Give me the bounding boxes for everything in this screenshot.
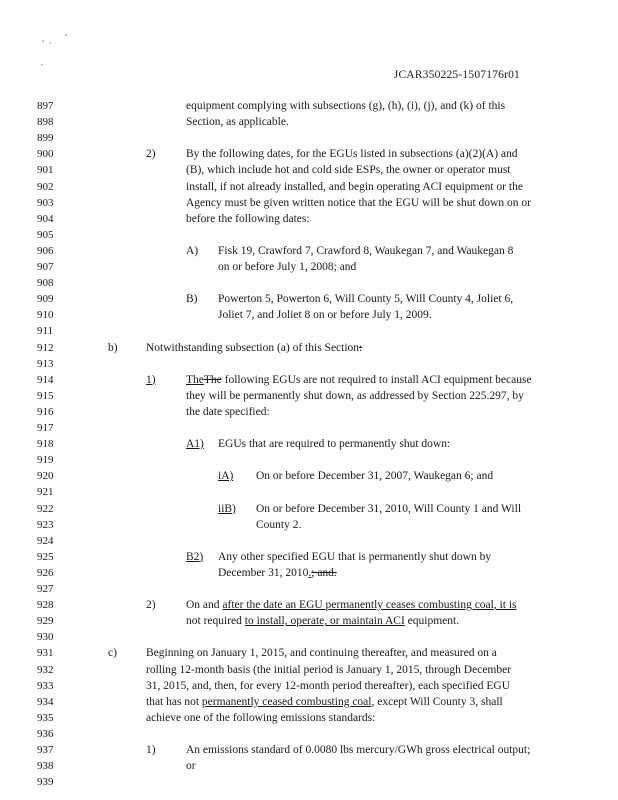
line-number: 908 bbox=[37, 277, 54, 290]
line-number: 901 bbox=[37, 164, 54, 177]
document-line bbox=[0, 114, 618, 130]
text-segment: By the following dates, for the EGUs listed in subsections (a)(2)(A) and bbox=[186, 148, 518, 161]
line-text bbox=[186, 404, 270, 420]
text-segment: Powerton 5, Powerton 6, Will County 5, Will County 4, Joliet 6, bbox=[218, 293, 514, 306]
text-segment: An emissions standard of 0.0080 lbs mercury/GWh gross electrical output; bbox=[186, 744, 531, 756]
text-segment: install, if not already installed, and begin operating ACI equipment or the bbox=[186, 180, 523, 193]
document-line bbox=[0, 340, 618, 356]
subsection-label: B2) bbox=[186, 550, 204, 563]
line-text bbox=[218, 436, 450, 452]
subsection-label: iA) bbox=[218, 470, 234, 483]
line-number: 928 bbox=[37, 599, 54, 612]
inserted-text: after the date an EGU permanently bbox=[222, 599, 384, 612]
document-line bbox=[0, 774, 618, 790]
inserted-text: , it is bbox=[493, 599, 517, 612]
line-number: 902 bbox=[37, 180, 54, 193]
line-number: 930 bbox=[37, 631, 54, 644]
text-segment: or bbox=[186, 760, 196, 773]
inserted-text: ceases combusting coal bbox=[383, 599, 494, 612]
text-segment: Section, as applicable. bbox=[186, 116, 289, 129]
text-segment: On and bbox=[186, 599, 223, 612]
line-text bbox=[218, 291, 513, 307]
line-number: 935 bbox=[37, 711, 54, 724]
line-number: 910 bbox=[37, 309, 54, 322]
line-text bbox=[256, 501, 521, 517]
document-line bbox=[0, 645, 618, 661]
document-line bbox=[0, 581, 618, 597]
inserted-text: to install, operate, or maintain ACI bbox=[244, 615, 405, 628]
line-text bbox=[146, 662, 511, 678]
line-number: 914 bbox=[37, 373, 54, 386]
text-segment: EGUs that are required to permanently shut down: bbox=[218, 438, 451, 451]
line-text bbox=[146, 694, 503, 710]
document-line bbox=[0, 517, 618, 533]
text-segment: On or before December 31, 2010, Will County 1 and Will bbox=[256, 502, 522, 515]
inserted-text: permanently ceased combusting coal bbox=[201, 695, 372, 708]
text-segment: On or before December 31, 2007, Waukegan 6; and bbox=[256, 470, 494, 483]
line-number: 929 bbox=[37, 615, 54, 628]
line-text bbox=[186, 758, 196, 774]
text-segment: equipment complying with subsections (g), (h), (i), (j), and (k) of this bbox=[186, 100, 506, 112]
text-segment: 31, 2015, and, then, for every 12-month period thereafter), each specified EGU bbox=[146, 679, 511, 692]
line-number: 926 bbox=[37, 566, 54, 579]
line-text bbox=[186, 388, 524, 404]
text-segment: December 31, 2010 bbox=[218, 566, 309, 579]
document-line bbox=[0, 388, 618, 404]
line-number: 904 bbox=[37, 212, 54, 225]
document-line bbox=[0, 211, 618, 227]
line-text bbox=[146, 678, 510, 694]
line-text bbox=[186, 162, 511, 178]
line-number: 913 bbox=[37, 357, 54, 370]
text-segment: not required bbox=[186, 615, 245, 628]
line-number: 936 bbox=[37, 727, 54, 740]
text-segment: before the following dates: bbox=[186, 212, 310, 225]
subsection-label: c) bbox=[108, 647, 117, 660]
line-number: 931 bbox=[37, 647, 54, 660]
line-number: 925 bbox=[37, 550, 54, 563]
document-line bbox=[0, 323, 618, 339]
line-text bbox=[146, 340, 362, 356]
text-segment: Fisk 19, Crawford 7, Crawford 8, Waukegan 7, and Waukegan 8 bbox=[218, 244, 514, 257]
line-text bbox=[218, 565, 337, 581]
line-number: 911 bbox=[37, 325, 54, 338]
line-number: 909 bbox=[37, 293, 54, 306]
line-number: 918 bbox=[37, 438, 54, 451]
text-segment: (B), which include hot and cold side ESPs, the owner or operator must bbox=[186, 164, 511, 177]
line-text bbox=[186, 613, 459, 629]
line-number: 939 bbox=[37, 776, 54, 789]
line-number: 932 bbox=[37, 663, 54, 676]
line-number: 924 bbox=[37, 534, 54, 547]
document-line bbox=[0, 98, 618, 114]
document-line bbox=[0, 613, 618, 629]
line-number: 937 bbox=[37, 744, 54, 756]
text-segment: equipment. bbox=[404, 615, 460, 628]
document-line bbox=[0, 130, 618, 146]
line-text bbox=[146, 645, 497, 661]
line-number: 927 bbox=[37, 583, 54, 595]
document-line bbox=[0, 662, 618, 678]
subsection-label: 2) bbox=[146, 599, 156, 612]
document-line bbox=[0, 452, 618, 468]
document-line bbox=[0, 549, 618, 565]
document-line bbox=[0, 501, 618, 517]
subsection-label: B) bbox=[186, 293, 198, 306]
text-segment: Agency must be given written notice that the EGU will be shut down on or bbox=[186, 196, 531, 209]
text-segment: Joliet 7, and Joliet 8 on or before July 1, 2009. bbox=[218, 309, 432, 322]
text-segment: achieve one of the following emissions standards: bbox=[146, 711, 376, 724]
document-id: JCAR350225-1507176r01 bbox=[393, 69, 520, 81]
subsection-label: b) bbox=[108, 341, 118, 354]
document-line bbox=[0, 291, 618, 307]
document-line bbox=[0, 436, 618, 452]
line-number: 898 bbox=[37, 116, 54, 129]
document-line bbox=[0, 758, 618, 774]
document-line bbox=[0, 259, 618, 275]
line-text bbox=[186, 597, 517, 613]
line-number: 920 bbox=[37, 470, 54, 483]
line-text bbox=[186, 179, 523, 195]
subsection-label: 1) bbox=[146, 373, 156, 386]
line-text bbox=[186, 114, 289, 130]
document-line bbox=[0, 404, 618, 420]
line-number: 903 bbox=[37, 196, 54, 209]
line-number: 915 bbox=[37, 389, 54, 402]
document-line bbox=[0, 597, 618, 613]
line-number: 934 bbox=[37, 695, 54, 708]
line-number: 933 bbox=[37, 679, 54, 692]
document-line bbox=[0, 678, 618, 694]
text-segment: the date specified: bbox=[186, 405, 270, 418]
text-segment: Any other specified EGU that is permanently shut down by bbox=[218, 550, 492, 563]
line-number: 905 bbox=[37, 228, 54, 241]
inserted-text: The bbox=[186, 373, 204, 386]
text-segment: on or before July 1, 2008; and bbox=[218, 261, 357, 273]
document-line bbox=[0, 694, 618, 710]
line-number: 899 bbox=[37, 132, 54, 145]
subsection-label: 1) bbox=[146, 744, 156, 756]
document-line bbox=[0, 275, 618, 291]
line-number: 912 bbox=[37, 341, 54, 354]
text-segment: rolling 12-month basis (the initial period is January 1, 2015, through December bbox=[146, 663, 512, 676]
document-line bbox=[0, 243, 618, 259]
document-line bbox=[0, 372, 618, 388]
document-line bbox=[0, 710, 618, 726]
line-number: 922 bbox=[37, 502, 54, 515]
text-segment: County 2. bbox=[256, 518, 302, 531]
subsection-label: A) bbox=[186, 244, 199, 257]
line-text bbox=[218, 243, 513, 259]
line-text bbox=[146, 710, 375, 726]
line-number: 897 bbox=[37, 100, 54, 112]
text-segment: Notwithstanding subsection (a) of this Section bbox=[146, 341, 360, 354]
document-line bbox=[0, 533, 618, 549]
line-text bbox=[186, 98, 505, 114]
document-line bbox=[0, 484, 618, 500]
line-number: 923 bbox=[37, 518, 54, 531]
line-text bbox=[218, 307, 432, 323]
line-number: 919 bbox=[37, 454, 54, 467]
inserted-text: . bbox=[308, 566, 312, 579]
document-line bbox=[0, 195, 618, 211]
text-segment: following EGUs are not required to install ACI equipment because bbox=[221, 373, 532, 386]
text-segment: , except Will County 3, shall bbox=[371, 695, 503, 708]
text-segment: Beginning on January 1, 2015, and continuing thereafter, and measured on a bbox=[146, 647, 497, 660]
document-line bbox=[0, 742, 618, 758]
line-text bbox=[186, 742, 530, 758]
document-line bbox=[0, 227, 618, 243]
text-segment: that has not bbox=[146, 695, 202, 708]
line-number: 900 bbox=[37, 148, 54, 161]
subsection-label: 2) bbox=[146, 148, 156, 161]
line-text bbox=[186, 195, 531, 211]
document-line bbox=[0, 726, 618, 742]
line-text bbox=[186, 211, 310, 227]
line-number: 921 bbox=[37, 486, 54, 499]
document-line bbox=[0, 307, 618, 323]
scan-specks bbox=[0, 0, 120, 80]
document-line bbox=[0, 162, 618, 178]
line-number: 907 bbox=[37, 261, 54, 273]
document-line bbox=[0, 420, 618, 436]
document-line bbox=[0, 146, 618, 162]
deleted-text: : bbox=[359, 341, 363, 354]
document-line bbox=[0, 179, 618, 195]
deleted-text: ; and. bbox=[311, 566, 337, 579]
line-text bbox=[256, 468, 493, 484]
document-line bbox=[0, 629, 618, 645]
document-line bbox=[0, 356, 618, 372]
line-text bbox=[186, 146, 518, 162]
line-text bbox=[186, 372, 532, 388]
line-text bbox=[218, 259, 356, 275]
subsection-label: iiB) bbox=[218, 502, 236, 515]
subsection-label: A1) bbox=[186, 438, 204, 451]
line-number: 938 bbox=[37, 760, 54, 773]
text-segment: they will be permanently shut down, as addressed by Section 225.297, by bbox=[186, 389, 524, 402]
line-number: 916 bbox=[37, 405, 54, 418]
line-number: 917 bbox=[37, 422, 54, 434]
document-line bbox=[0, 565, 618, 581]
line-text bbox=[218, 549, 491, 565]
line-number: 906 bbox=[37, 244, 54, 257]
deleted-text: The bbox=[203, 373, 222, 386]
line-text bbox=[256, 517, 301, 533]
document-line bbox=[0, 468, 618, 484]
